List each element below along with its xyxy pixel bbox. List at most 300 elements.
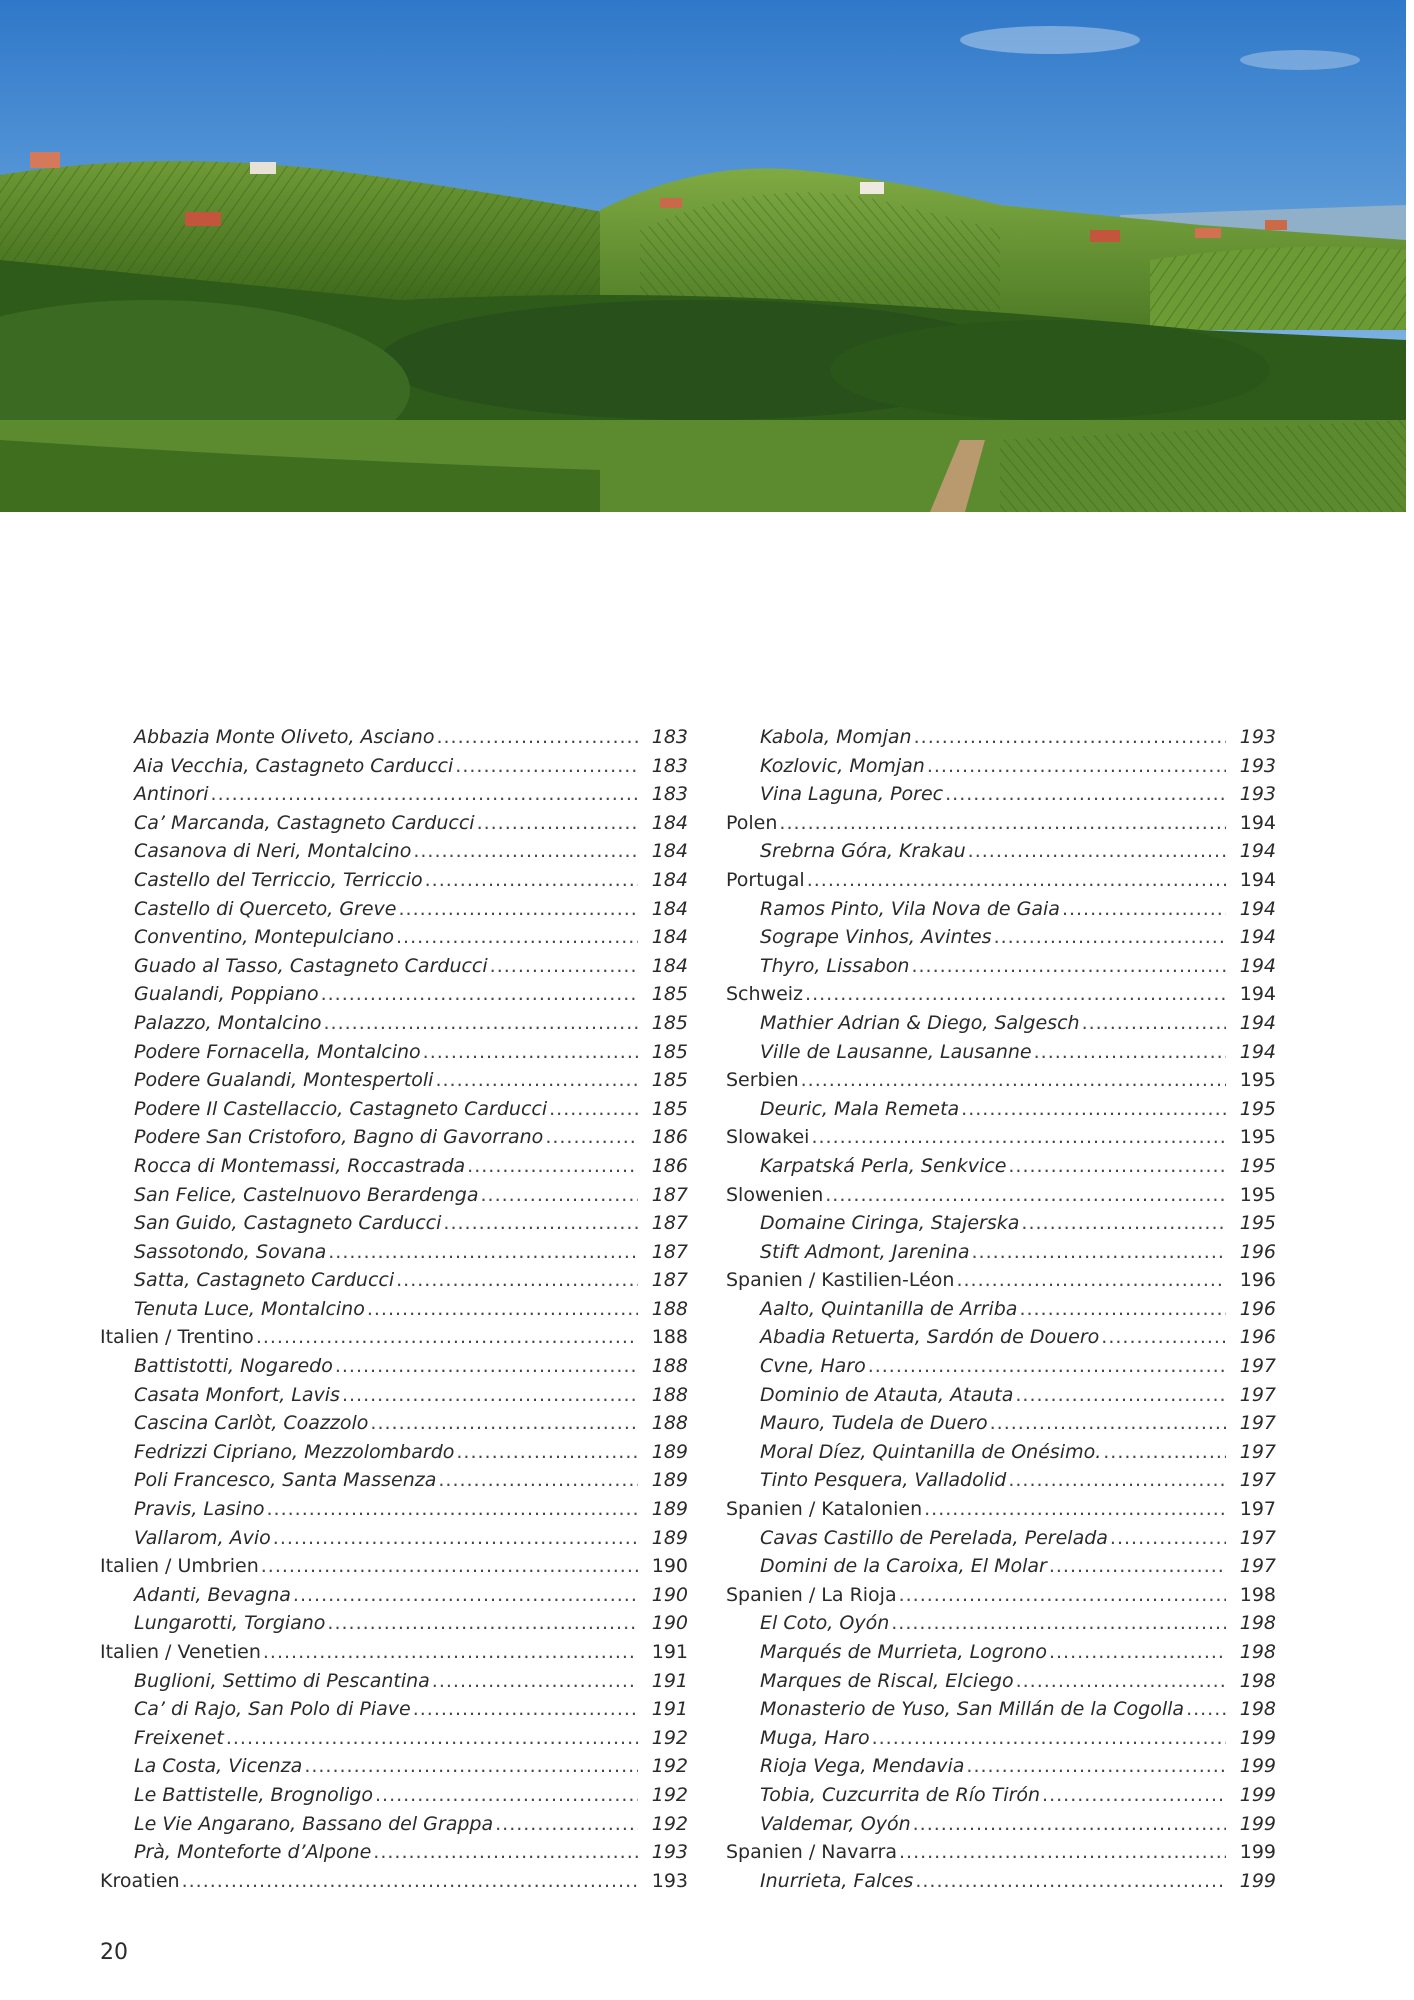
- index-section-heading: [726, 1266, 1276, 1295]
- index-entry: [100, 1409, 688, 1438]
- index-entry-name: Abadia Retuerta, Sardón de Douero: [760, 1326, 1100, 1349]
- dot-leader: [1186, 1695, 1226, 1724]
- index-entry: [100, 1209, 688, 1238]
- index-entry-page: 193: [1239, 754, 1276, 777]
- index-entry-name: Tinto Pesquera, Valladolid: [760, 1469, 1007, 1492]
- dot-leader: [1049, 1638, 1226, 1667]
- index-entry-page: 191: [651, 1669, 688, 1692]
- index-entry-page: 189: [651, 1526, 688, 1549]
- index-entry-name: Dominio de Atauta, Atauta: [760, 1383, 1014, 1406]
- index-entry-name: Mauro, Tudela de Duero: [760, 1412, 988, 1435]
- dot-leader: [1016, 1667, 1226, 1696]
- index-entry-name: Castello del Terriccio, Terriccio: [134, 868, 423, 891]
- index-entry-page: 192: [651, 1812, 688, 1835]
- index-entry: [100, 1781, 688, 1810]
- dot-leader: [891, 1609, 1226, 1638]
- index-entry-page: 191: [651, 1698, 688, 1721]
- index-entry-page: 191: [651, 1641, 688, 1663]
- index-entry-page: 199: [1239, 1869, 1276, 1892]
- dot-leader: [825, 1181, 1226, 1210]
- dot-leader: [911, 952, 1226, 981]
- index-entry-page: 188: [651, 1355, 688, 1378]
- index-entry-name: Sassotondo, Sovana: [134, 1240, 327, 1263]
- index-section-heading: [726, 1838, 1276, 1867]
- index-entry-name: Italien / Trentino: [100, 1326, 254, 1349]
- dot-leader: [968, 837, 1226, 866]
- dot-leader: [477, 809, 638, 838]
- index-entry: [100, 1181, 688, 1210]
- dot-leader: [438, 1466, 638, 1495]
- dot-leader: [413, 1695, 638, 1724]
- index-entry-page: 195: [1239, 1126, 1276, 1149]
- dot-leader: [899, 1581, 1226, 1610]
- index-entry-page: 187: [651, 1183, 688, 1206]
- dot-leader: [373, 1838, 638, 1867]
- index-entry: [100, 837, 688, 866]
- dot-leader: [443, 1209, 638, 1238]
- dot-leader: [436, 723, 638, 752]
- index-entry-name: Marques de Riscal, Elciego: [760, 1669, 1014, 1692]
- dot-leader: [335, 1352, 638, 1381]
- index-entry-name: Rocca di Montemassi, Roccastrada: [134, 1154, 466, 1177]
- index-entry-name: Srebrna Góra, Krakau: [760, 840, 966, 863]
- index-entry-page: 187: [651, 1212, 688, 1235]
- index-entry-name: Italien / Venetien: [100, 1641, 261, 1663]
- index-entry: [726, 1552, 1276, 1581]
- index-entry: [100, 866, 688, 895]
- index-entry-page: 198: [1239, 1669, 1276, 1692]
- index-entry-page: 184: [651, 926, 688, 949]
- dot-leader: [324, 1009, 639, 1038]
- index-entry-name: Buglioni, Settimo di Pescantina: [134, 1669, 430, 1692]
- index-entry-page: 196: [1239, 1240, 1276, 1263]
- index-section-heading: [726, 1181, 1276, 1210]
- dot-leader: [1021, 1209, 1226, 1238]
- index-entry-name: Monasterio de Yuso, San Millán de la Cogolla: [760, 1698, 1185, 1721]
- dot-leader: [327, 1609, 638, 1638]
- dot-leader: [924, 1495, 1226, 1524]
- index-entry-page: 185: [651, 1069, 688, 1092]
- index-entry-name: Podere Il Castellaccio, Castagneto Carducci: [134, 1097, 548, 1120]
- index-entry-page: 194: [1239, 1011, 1276, 1034]
- index-entry: [726, 1152, 1276, 1181]
- dot-leader: [913, 1810, 1226, 1839]
- index-entry-page: 192: [651, 1755, 688, 1778]
- index-entry: [726, 1409, 1276, 1438]
- index-entry: [100, 1838, 688, 1867]
- index-entry-page: 190: [651, 1555, 688, 1578]
- index-entry-name: Ca’ di Rajo, San Polo di Piave: [134, 1698, 411, 1721]
- index-entry: [100, 1667, 688, 1696]
- dot-leader: [413, 837, 638, 866]
- index-entry-page: 183: [651, 783, 688, 806]
- index-entry: [726, 1438, 1276, 1467]
- index-entry-name: Abbazia Monte Oliveto, Asciano: [134, 726, 435, 748]
- index-entry-name: Portugal: [726, 868, 805, 891]
- index-entry-page: 185: [651, 983, 688, 1006]
- index-entry-page: 195: [1239, 1154, 1276, 1177]
- index-entry-page: 197: [1239, 1440, 1276, 1463]
- dot-leader: [945, 780, 1226, 809]
- index-entry-page: 194: [1239, 811, 1276, 834]
- index-entry-page: 192: [651, 1726, 688, 1749]
- index-entry: [100, 952, 688, 981]
- index-section-heading: [726, 1123, 1276, 1152]
- index-section-heading: [726, 1066, 1276, 1095]
- index-entry-page: 193: [1239, 783, 1276, 806]
- index-entry-page: 183: [651, 726, 688, 748]
- index-entry-name: Tenuta Luce, Montalcino: [134, 1297, 365, 1320]
- index-entry: [100, 1038, 688, 1067]
- index-entry-name: Casanova di Neri, Montalcino: [134, 840, 412, 863]
- index-entry-name: Palazzo, Montalcino: [134, 1011, 322, 1034]
- index-entry-page: 183: [651, 754, 688, 777]
- dot-leader: [801, 1066, 1226, 1095]
- dot-leader: [423, 1038, 638, 1067]
- index-entry: [100, 1095, 688, 1124]
- dot-leader: [1082, 1009, 1226, 1038]
- index-entry: [726, 780, 1276, 809]
- index-entry: [726, 1667, 1276, 1696]
- dot-leader: [467, 1152, 638, 1181]
- index-entry: [100, 752, 688, 781]
- index-entry-name: Mathier Adrian & Diego, Salgesch: [760, 1011, 1080, 1034]
- index-entry-name: Spanien / Navarra: [726, 1841, 897, 1864]
- index-section-heading: [726, 809, 1276, 838]
- index-entry: [726, 1038, 1276, 1067]
- index-entry-page: 196: [1239, 1269, 1276, 1292]
- index-section-heading: [726, 980, 1276, 1009]
- index-entry-page: 193: [1239, 726, 1276, 748]
- index-entry-name: Le Vie Angarano, Bassano del Grappa: [134, 1812, 494, 1835]
- dot-leader: [1062, 895, 1226, 924]
- index-entry: [726, 952, 1276, 981]
- dot-leader: [490, 952, 638, 981]
- index-entry: [726, 723, 1276, 752]
- index-entry-page: 196: [1239, 1326, 1276, 1349]
- dot-leader: [872, 1724, 1226, 1753]
- index-entry-page: 193: [651, 1869, 688, 1892]
- index-entry-name: Spanien / Katalonien: [726, 1498, 923, 1521]
- dot-leader: [455, 752, 638, 781]
- dot-leader: [375, 1781, 638, 1810]
- index-entry-page: 194: [1239, 897, 1276, 920]
- index-entry-name: Thyro, Lissabon: [760, 954, 910, 977]
- index-entry-name: Kozlovic, Momjan: [760, 754, 925, 777]
- index-entry: [100, 1524, 688, 1553]
- index-entry: [726, 923, 1276, 952]
- index-entry: [100, 1123, 688, 1152]
- index-entry-name: Italien / Umbrien: [100, 1555, 259, 1578]
- index-entry-page: 197: [1239, 1383, 1276, 1406]
- index-section-heading: [726, 866, 1276, 895]
- index-entry: [726, 1695, 1276, 1724]
- index-entry-page: 193: [651, 1841, 688, 1864]
- index-entry-name: Domini de la Caroixa, El Molar: [760, 1555, 1047, 1578]
- dot-leader: [914, 723, 1226, 752]
- dot-leader: [961, 1095, 1226, 1124]
- dot-leader: [1049, 1552, 1226, 1581]
- dot-leader: [1008, 1152, 1226, 1181]
- index-entry-page: 186: [651, 1126, 688, 1149]
- index-entry-name: Castello di Querceto, Greve: [134, 897, 397, 920]
- index-entry-name: Podere Gualandi, Montespertoli: [134, 1069, 434, 1092]
- dot-leader: [545, 1123, 638, 1152]
- index-entry-name: Guado al Tasso, Castagneto Carducci: [134, 954, 488, 977]
- index-entry-name: Rioja Vega, Mendavia: [760, 1755, 965, 1778]
- page-number: 20: [100, 1940, 128, 1965]
- index-entry: [100, 1581, 688, 1610]
- index-entry-page: 197: [1239, 1469, 1276, 1492]
- index-section-heading: [100, 1867, 688, 1896]
- dot-leader: [226, 1724, 638, 1753]
- index-entry-page: 198: [1239, 1698, 1276, 1721]
- index-entry-name: Domaine Ciringa, Stajerska: [760, 1212, 1020, 1235]
- index-section-heading: [726, 1581, 1276, 1610]
- dot-leader: [805, 980, 1226, 1009]
- dot-leader: [370, 1409, 638, 1438]
- index-entry-name: Moral Díez, Quintanilla de Onésimo.: [760, 1440, 1102, 1463]
- index-entry-name: Aalto, Quintanilla de Arriba: [760, 1297, 1018, 1320]
- index-entry: [100, 1695, 688, 1724]
- dot-leader: [435, 1066, 638, 1095]
- dot-leader: [425, 866, 638, 895]
- index-entry: [726, 1295, 1276, 1324]
- dot-leader: [273, 1524, 638, 1553]
- dot-leader: [456, 1438, 638, 1467]
- index-entry: [726, 1323, 1276, 1352]
- hero-vineyard-image: [0, 0, 1406, 512]
- index-entry: [726, 1009, 1276, 1038]
- index-entry: [100, 1438, 688, 1467]
- index-entry: [100, 1009, 688, 1038]
- index-entry-page: 199: [1239, 1812, 1276, 1835]
- index-entry-name: Lungarotti, Torgiano: [134, 1612, 326, 1635]
- index-entry-name: Muga, Haro: [760, 1726, 870, 1749]
- vineyard-landscape-photo-icon: [0, 0, 1406, 512]
- index-entry-page: 194: [1239, 1040, 1276, 1063]
- dot-leader: [495, 1810, 638, 1839]
- index-entry-name: Karpatská Perla, Senkvice: [760, 1154, 1007, 1177]
- index-entry-name: Ville de Lausanne, Lausanne: [760, 1040, 1032, 1063]
- index-entry-name: Ramos Pinto, Vila Nova de Gaia: [760, 897, 1060, 920]
- index-entry-page: 197: [1239, 1355, 1276, 1378]
- index-entry-name: Vallarom, Avio: [134, 1526, 271, 1549]
- dot-leader: [915, 1867, 1226, 1896]
- index-entry-name: Cvne, Haro: [760, 1355, 866, 1378]
- dot-leader: [1103, 1438, 1226, 1467]
- index-entry: [726, 837, 1276, 866]
- index-entry-page: 187: [651, 1269, 688, 1292]
- dot-leader: [293, 1581, 638, 1610]
- index-entry: [100, 1381, 688, 1410]
- dot-leader: [1015, 1381, 1226, 1410]
- dot-leader: [811, 1123, 1226, 1152]
- index-entry-page: 197: [1239, 1412, 1276, 1435]
- index-entry-page: 186: [651, 1154, 688, 1177]
- index-column-right: [726, 723, 1276, 1895]
- index-entry: [726, 1752, 1276, 1781]
- dot-leader: [927, 752, 1226, 781]
- dot-leader: [807, 866, 1226, 895]
- index-entry-page: 187: [651, 1240, 688, 1263]
- index-entry-page: 198: [1239, 1612, 1276, 1635]
- index-entry-name: Ca’ Marcanda, Castagneto Carducci: [134, 811, 475, 834]
- index-entry-page: 188: [651, 1383, 688, 1406]
- index-entry-page: 188: [651, 1412, 688, 1435]
- index-entry-page: 194: [1239, 840, 1276, 863]
- index-entry-page: 185: [651, 1097, 688, 1120]
- index-entry-page: 196: [1239, 1297, 1276, 1320]
- index-entry-page: 194: [1239, 983, 1276, 1006]
- index-entry: [100, 723, 688, 752]
- index-entry: [100, 780, 688, 809]
- dot-leader: [432, 1667, 638, 1696]
- index-entry-name: Fedrizzi Cipriano, Mezzolombardo: [134, 1440, 455, 1463]
- dot-leader: [549, 1095, 638, 1124]
- index-entry: [726, 1781, 1276, 1810]
- dot-leader: [263, 1638, 638, 1667]
- index-entry: [100, 1238, 688, 1267]
- index-entry-page: 198: [1239, 1583, 1276, 1606]
- index-entry-page: 185: [651, 1011, 688, 1034]
- dot-leader: [971, 1238, 1226, 1267]
- index-entry-page: 199: [1239, 1841, 1276, 1864]
- index-entry-name: Conventino, Montepulciano: [134, 926, 394, 949]
- index-entry: [726, 752, 1276, 781]
- dot-leader: [994, 923, 1226, 952]
- index-entry: [100, 1609, 688, 1638]
- index-entry-page: 199: [1239, 1783, 1276, 1806]
- index-entry-name: Pravis, Lasino: [134, 1498, 265, 1521]
- index-entry: [100, 1752, 688, 1781]
- index-entry-page: 188: [651, 1297, 688, 1320]
- index-entry-name: Slowakei: [726, 1126, 810, 1149]
- dot-leader: [1008, 1466, 1226, 1495]
- index-entry-name: Vina Laguna, Porec: [760, 783, 944, 806]
- index-entry-page: 190: [651, 1612, 688, 1635]
- index-entry-name: Adanti, Bevagna: [134, 1583, 291, 1606]
- index-section-heading: [726, 1495, 1276, 1524]
- index-entry-name: Spanien / Kastilien-Léon: [726, 1269, 955, 1292]
- index-entry-name: Kabola, Momjan: [760, 726, 912, 748]
- index-entry-name: El Coto, Oyón: [760, 1612, 890, 1635]
- index-entry-page: 194: [1239, 926, 1276, 949]
- index-entry-page: 195: [1239, 1097, 1276, 1120]
- dot-leader: [1101, 1323, 1226, 1352]
- dot-leader: [990, 1409, 1226, 1438]
- index-entry-name: Satta, Castagneto Carducci: [134, 1269, 395, 1292]
- index-entry: [726, 1352, 1276, 1381]
- index-entry: [726, 1867, 1276, 1896]
- dot-leader: [481, 1181, 638, 1210]
- index-entry: [726, 1381, 1276, 1410]
- index-entry-name: Prà, Monteforte d’Alpone: [134, 1841, 372, 1864]
- dot-leader: [396, 923, 638, 952]
- index-entry-name: Battistotti, Nogaredo: [134, 1355, 333, 1378]
- dot-leader: [1110, 1524, 1226, 1553]
- dot-leader: [267, 1495, 639, 1524]
- dot-leader: [779, 809, 1226, 838]
- index-entry-page: 197: [1239, 1555, 1276, 1578]
- dot-leader: [367, 1295, 638, 1324]
- index-entry-name: La Costa, Vicenza: [134, 1755, 303, 1778]
- index-entry-name: San Guido, Castagneto Carducci: [134, 1212, 442, 1235]
- index-entry-name: Freixenet: [134, 1726, 224, 1749]
- index-entry-page: 185: [651, 1040, 688, 1063]
- index-entry-page: 192: [651, 1783, 688, 1806]
- index-entry: [726, 1810, 1276, 1839]
- index-entry-name: Gualandi, Poppiano: [134, 983, 319, 1006]
- index-entry-name: Antinori: [134, 783, 209, 806]
- index-section-heading: [100, 1638, 688, 1667]
- index-entry-page: 194: [1239, 868, 1276, 891]
- index-entry-page: 190: [651, 1583, 688, 1606]
- index-entry-page: 184: [651, 811, 688, 834]
- index-entry-name: Valdemar, Oyón: [760, 1812, 911, 1835]
- index-entry: [100, 809, 688, 838]
- index-entry: [726, 895, 1276, 924]
- index-entry-name: Marqués de Murrieta, Logrono: [760, 1641, 1047, 1663]
- index-entry: [100, 1466, 688, 1495]
- dot-leader: [256, 1323, 638, 1352]
- dot-leader: [342, 1381, 638, 1410]
- index-entry-page: 184: [651, 897, 688, 920]
- index-entry: [100, 1495, 688, 1524]
- index-entry-page: 194: [1239, 954, 1276, 977]
- index-entry: [100, 895, 688, 924]
- index-entry-page: 195: [1239, 1069, 1276, 1092]
- index-entry: [100, 1295, 688, 1324]
- index-entry: [726, 1638, 1276, 1667]
- index-entry-page: 198: [1239, 1641, 1276, 1663]
- dot-leader: [182, 1867, 638, 1896]
- index-entry-page: 195: [1239, 1183, 1276, 1206]
- index-entry: [726, 1209, 1276, 1238]
- index-entry-name: Casata Monfort, Lavis: [134, 1383, 340, 1406]
- index-entry-page: 188: [651, 1326, 688, 1349]
- index-entry: [100, 1266, 688, 1295]
- index-entry-name: Podere San Cristoforo, Bagno di Gavorrano: [134, 1126, 544, 1149]
- index-entry: [100, 1810, 688, 1839]
- index-entry-page: 197: [1239, 1498, 1276, 1521]
- dot-leader: [211, 780, 638, 809]
- index-entry: [726, 1609, 1276, 1638]
- index-entry-name: San Felice, Castelnuovo Berardenga: [134, 1183, 479, 1206]
- index-entry-name: Le Battistelle, Brognoligo: [134, 1783, 373, 1806]
- index-entry-name: Serbien: [726, 1069, 799, 1092]
- dot-leader: [261, 1552, 638, 1581]
- index-entry-name: Kroatien: [100, 1869, 180, 1892]
- index-entry-page: 184: [651, 954, 688, 977]
- dot-leader: [868, 1352, 1226, 1381]
- index-entry-name: Stift Admont, Jarenina: [760, 1240, 970, 1263]
- index-entry-name: Spanien / La Rioja: [726, 1583, 897, 1606]
- index-entry-page: 184: [651, 868, 688, 891]
- index-entry: [726, 1524, 1276, 1553]
- index-entry: [100, 1724, 688, 1753]
- index-entry: [726, 1724, 1276, 1753]
- index-entry-page: 199: [1239, 1726, 1276, 1749]
- dot-leader: [1042, 1781, 1226, 1810]
- index-entry-name: Inurrieta, Falces: [760, 1869, 914, 1892]
- dot-leader: [321, 980, 638, 1009]
- index-entry-page: 184: [651, 840, 688, 863]
- index-entry: [100, 980, 688, 1009]
- index-entry-page: 189: [651, 1469, 688, 1492]
- index-entry-name: Cavas Castillo de Perelada, Perelada: [760, 1526, 1108, 1549]
- dot-leader: [399, 895, 639, 924]
